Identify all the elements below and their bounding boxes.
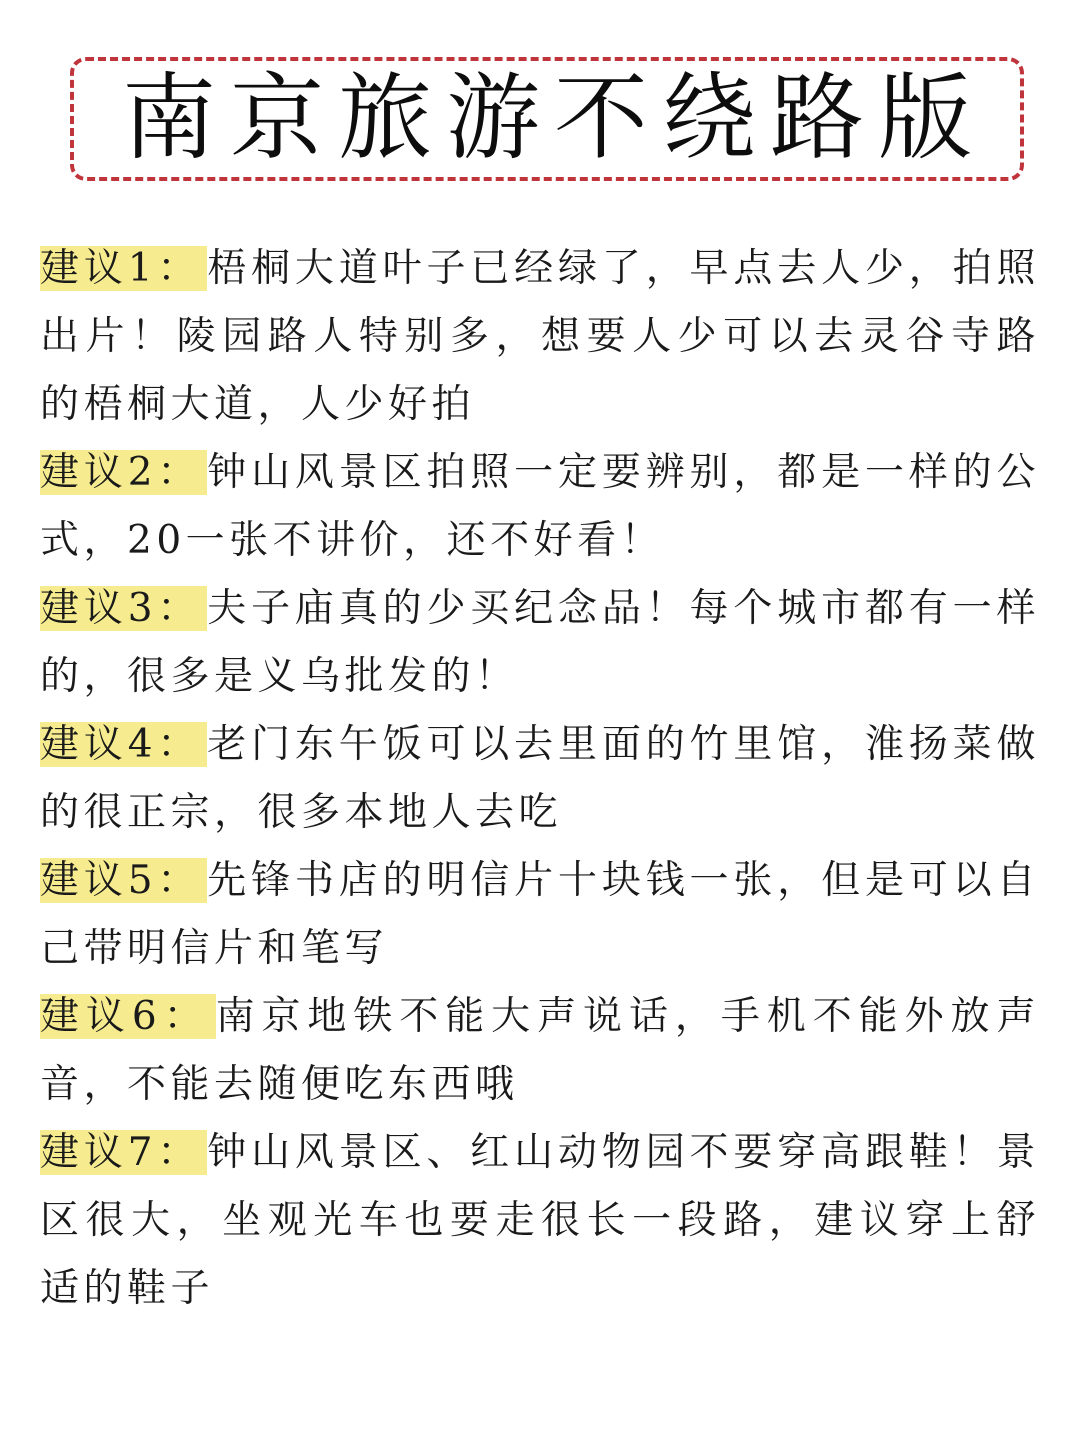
tip-label: 建议7： bbox=[40, 1130, 207, 1175]
tip-item bbox=[40, 983, 1040, 1119]
page-title: 南京旅游不绕路版 bbox=[121, 64, 986, 173]
tip-item bbox=[40, 1119, 1040, 1323]
tip-label: 建议1： bbox=[40, 246, 207, 291]
tip-text: 老门东午饭可以去里面的竹里馆，淮扬菜做的很正宗，很多本地人去吃 bbox=[40, 722, 1040, 835]
tip-item bbox=[40, 847, 1040, 983]
title-frame bbox=[70, 57, 1024, 181]
tip-item bbox=[40, 439, 1040, 575]
tip-text: 先锋书店的明信片十块钱一张，但是可以自己带明信片和笔写 bbox=[40, 858, 1040, 971]
tip-text: 钟山风景区拍照一定要辨别，都是一样的公式，20一张不讲价，还不好看！ bbox=[40, 450, 1040, 563]
tip-text: 夫子庙真的少买纪念品！每个城市都有一样的，很多是义乌批发的！ bbox=[40, 586, 1040, 699]
tip-item bbox=[40, 235, 1040, 439]
tip-label: 建议4： bbox=[40, 722, 207, 767]
tip-text: 梧桐大道叶子已经绿了，早点去人少，拍照出片！陵园路人特别多，想要人少可以去灵谷寺路的梧桐大道，人少好拍 bbox=[40, 246, 1040, 427]
tip-label: 建议6： bbox=[40, 994, 216, 1039]
tip-item bbox=[40, 575, 1040, 711]
tips-list bbox=[40, 235, 1040, 1323]
tip-item bbox=[40, 711, 1040, 847]
tip-label: 建议5： bbox=[40, 858, 207, 903]
tip-text: 南京地铁不能大声说话，手机不能外放声音，不能去随便吃东西哦 bbox=[40, 994, 1040, 1107]
tip-text: 钟山风景区、红山动物园不要穿高跟鞋！景区很大，坐观光车也要走很长一段路，建议穿上舒适的鞋子 bbox=[40, 1130, 1040, 1311]
tip-label: 建议3： bbox=[40, 586, 207, 631]
tip-label: 建议2： bbox=[40, 450, 207, 495]
